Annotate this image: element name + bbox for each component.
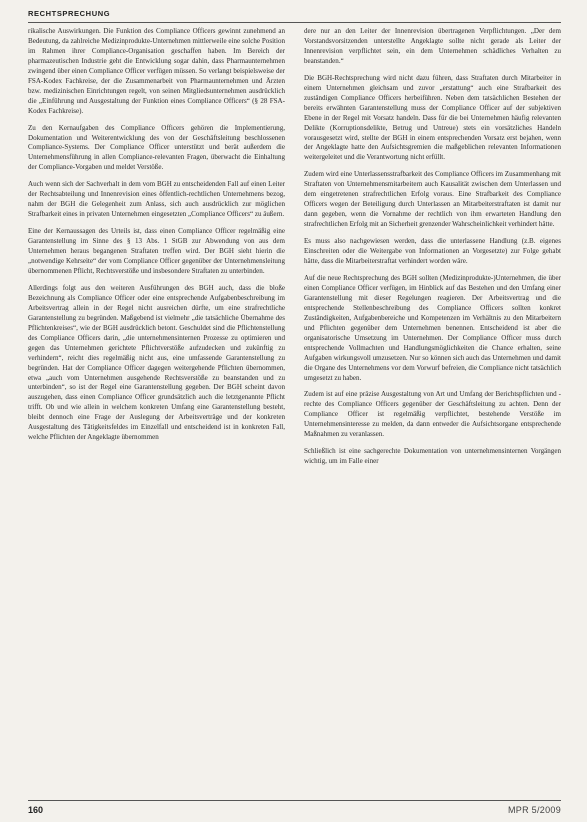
paragraph: Auch wenn sich der Sachverhalt in dem vom BGH zu entscheidenden Fall auf einen Leiter der Rechtsabteilung und Innenrevision eines öffentlich-rechtlichen Unternehmens bezog, nahm der BGH die Gelegenheit zum Anlass, sich auch ausdrücklich zur möglichen Strafbarkeit eines in privaten Unternehmen eingesetzten „Compliance Officers“ zu äußern. (28, 180, 285, 219)
header-rule (28, 22, 561, 23)
section-label: RECHTSPRECHUNG (28, 9, 111, 18)
paragraph: Zu den Kernaufgaben des Compliance Officers gehören die Implementierung, Dokumentation und Weiterentwicklung des von der Geschäftsleitung beschlossenen Compliance-Systems. Der Compliance Officer unterstützt und berät außerdem die Unternehmensführung in allen Compliance-relevanten Fragen, überwacht die Einhaltung der Compliance-Vorgaben und meldet Verstöße. (28, 123, 285, 172)
paragraph: Zudem ist auf eine präzise Ausgestaltung von Art und Umfang der Berichtspflichten und -rechte des Compliance Officers gegenüber der Geschäftsleitung zu achten. Denn der Compliance Officer ist regelmäßig verpflichtet, bestehende Verstöße im Unternehmensinteresse zu melden, da dann entweder die Aufsichtsorgane entsprechende Maßnahmen zu veranlassen. (304, 390, 561, 439)
paragraph: rikalische Auswirkungen. Die Funktion des Compliance Officers gewinnt zunehmend an Bedeutung, da zahlreiche Medizinprodukte-Unternehmen mittlerweile eine solche Position im Rahmen ihrer Compliance-Organisation geschaffen haben. Im Bereich der pharmazeutischen Industrie geht die Entwicklung sogar dahin, dass Pharmaunternehmen zwingend über einen Compliance Officer verfügen müssen. So verlangt beispielsweise der FSA-Kodex Fachkreise, der die Zusammenarbeit von Pharmaunternehmen und Ärzten bzw. medizinischen Einrichtungen regelt, von seinen Mitgliedsunternehmen ausdrücklich die „Einführung und Ausgestaltung der Funktion eines Compliance Officers“ (§ 28 FSA-Kodex Fachkreise). (28, 27, 285, 115)
paragraph: Auf die neue Rechtsprechung des BGH sollten (Medizinprodukte-)Unternehmen, die über einen Compliance Officer verfügen, im Hinblick auf das Bestehen und den Umfang einer Garantenstellung mit dieser Regelungen reagieren. Der Arbeitsvertrag und die entsprechende Stellenbeschreibung des Compliance Officers sollten konkret Zuständigkeiten, Aufgabenbereiche und Kompetenzen im Verhältnis zu den Mitarbeitern und Pflichten gegenüber dem Unternehmen benennen. Entscheidend ist aber die organisatorische Umsetzung im Unternehmen. Der Compliance Officer muss durch entsprechende Vollmachten und Handlungsmöglichkeiten die Chance erhalten, seine Aufgaben wirkungsvoll umzusetzen. Nur so können sich auch das Unternehmen und damit die Organe des Unternehmens vor dem Vorwurf befreien, die Compliance nicht tatsächlich umgesetzt zu haben. (304, 273, 561, 382)
left-column (28, 27, 285, 450)
journal-reference: MPR 5/2009 (507, 805, 561, 815)
paragraph: Eine der Kernaussagen des Urteils ist, dass einen Compliance Officer regelmäßig eine Garantenstellung im Sinne des § 13 Abs. 1 StGB zur Abwendung von aus dem Unternehmen heraus begangenen Straftaten treffen wird. Der BGH sieht hierin die „notwendige Kehrseite“ der vom Compliance Officer gegenüber der Unternehmensleitung übernommenen Pflicht, Rechtsverstöße und insbesondere Straftaten zu unterbinden. (28, 227, 285, 275)
paragraph: dere nur an den Leiter der Innenrevision übertragenen Verpflichtungen. „Der dem Vorstandsvorsitzenden unterstellte Angeklagte sollte nicht gerade als Leiter der Innenrevision verpflichtet sein, ein dem Unternehmen schädliches Verhalten zu beanstanden.“ (304, 27, 561, 65)
paragraph: Zudem wird eine Unterlassensstrafbarkeit des Compliance Officers im Zusammenhang mit Straftaten von Unternehmensmitarbeitern auch Kausalität zwischen dem Unterlassen und dem eingetretenen strafrechtlichen Erfolg voraus. Eine Strafbarkeit des Compliance Officers wegen der Beteiligung durch Unterlassen an Mitarbeiterstraftaten ist damit nur dann gegeben, wenn die Vornahme der rechtlich von ihm erwarteten Handlung den strafrechtlichen Erfolg mit an Sicherheit grenzender Wahrscheinlichkeit verhindert hätte. (304, 170, 561, 229)
right-column (304, 27, 561, 474)
page-number: 160 (28, 805, 44, 815)
paragraph: Es muss also nachgewiesen werden, dass die unterlassene Handlung (z.B. eigenes Einschreiten oder die Weitergabe von Informationen an Vorgesetzte) zur Folge gehabt hätte, dass die Mitarbeiterstraftat verhindert worden wäre. (304, 237, 561, 266)
paragraph: Schließlich ist eine sachgerechte Dokumentation von unternehmensinternen Vorgängen wichtig, um im Falle einer (304, 447, 561, 466)
paragraph: Allerdings folgt aus den weiteren Ausführungen des BGH auch, dass die bloße Bezeichnung als Compliance Officer oder eine entsprechende Aufgabenbeschreibung im Arbeitsvertrag allein in der Regel nicht ausreichen dürfte, um eine strafrechtliche Garantenstellung zu begründen. Maßgebend ist vielmehr „die tatsächliche Übernahme des Pflichtenkreises“, wie der BGH ausdrücklich betont. Geschuldet sind die Pflichtenstellung des Compliance Officers darin, „die unternehmensinternen Prozesse zu optimieren und gegen das Unternehmen gerichtete Pflichtverstöße aufzudecken und zukünftig zu verhindern“, reicht dies regelmäßig nicht aus, eine umfassende Garantenstellung zu begründen. Hat der Compliance Officer dagegen weitergehende Pflichten übernommen, etwa „auch vom Unternehmen ausgehende Rechtsverstöße zu beanstanden und zu unterbinden“, so ist der Regel eine Garantenstellung gegeben. Der BGH scheint davon auszugehen, dass einen Compliance Officer grundsätzlich auch die letztgenannte Pflicht trifft. Ob und wie allein in welchem konkreten Umfang eine Garantenstellung besteht, bleibt dennoch eine Frage der Auslegung der Arbeitsverträge und der konkreten Ausgestaltung des Tätigkeitsfeldes im Einzelfall und entscheidend ist in konkreten Fall, welche Pflichten der Angeklagte übernommen (28, 283, 285, 442)
footer-rule (28, 800, 561, 801)
paragraph: Die BGH-Rechtsprechung wird nicht dazu führen, dass Straftaten durch Mitarbeiter in einem Unternehmen gleichsam und zuvor „erstattung“ auch eine Strafbarkeit des zuständigen Compliance Officers herbeiführen. Neben dem tatsächlichen Bestehen der bereits erwähnten Garantenstellung muss der Compliance Officer auf der subjektiven Ebene in der Regel mit Vorsatz handeln. Dass für die bei Unternehmen häufig relevanten Delikte (Korruptionsdelikte, Betrug und Untreue) stets ein vorsätzliches Handeln vorausgesetzt wird, stellte der BGH in einem entsprechenden Vorsatz erst bejahen, wenn der Angeklagte hatte den Aufsichtsgremien die maßgeblichen relevanten Informationen weitergeleitet und die Verantwortung nicht erfüllt. (304, 73, 561, 162)
